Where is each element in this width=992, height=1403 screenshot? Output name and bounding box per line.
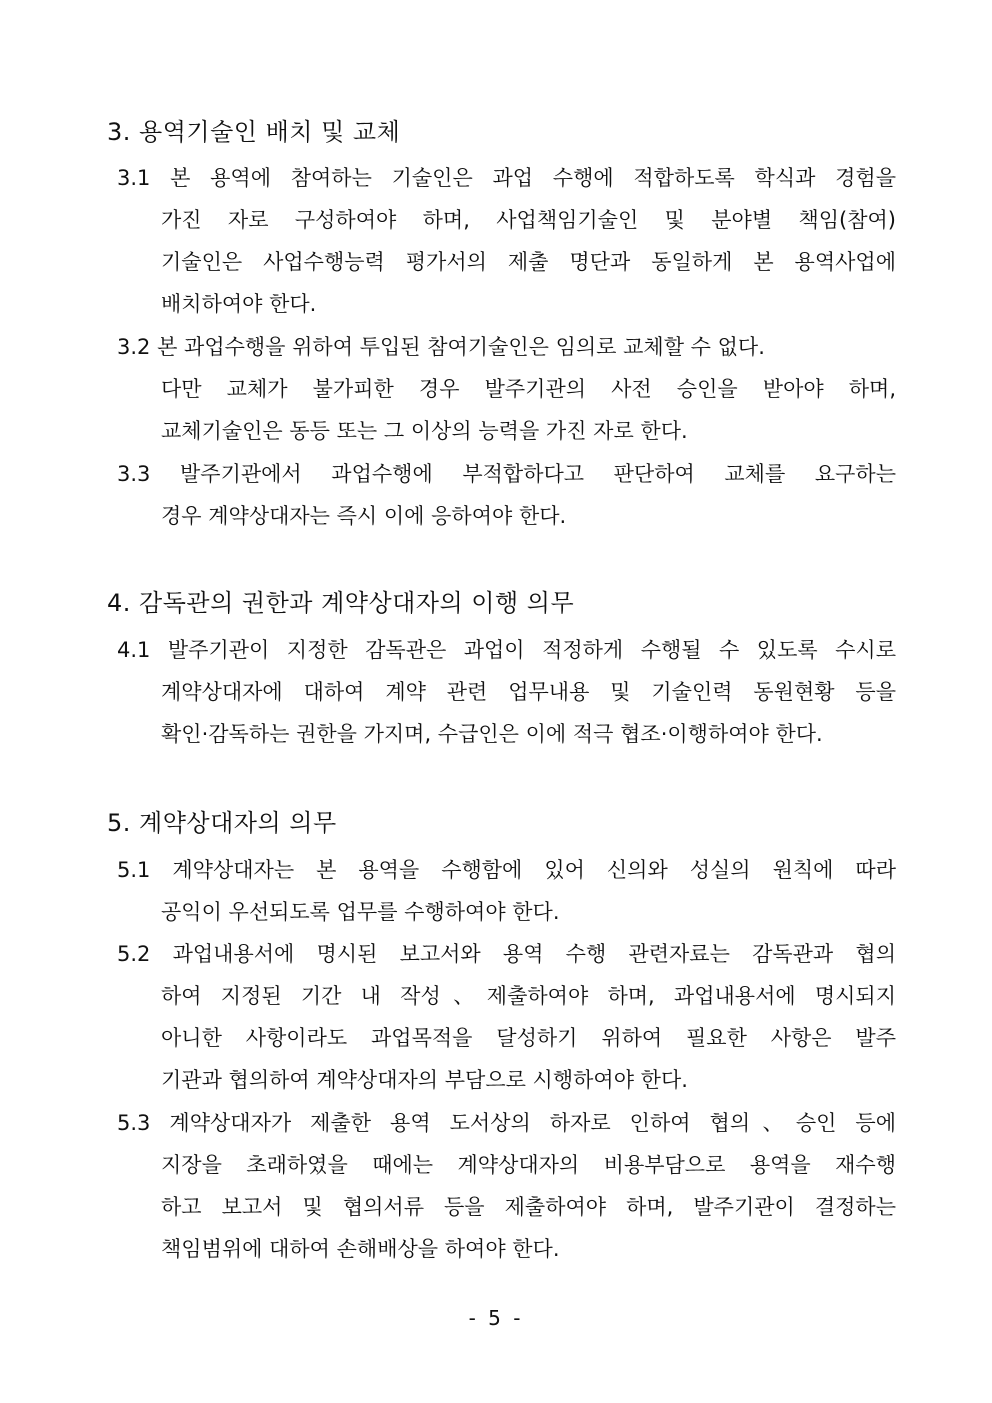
clause-line: 5.1 계약상대자는 본 용역을 수행함에 있어 신의와 성실의 원칙에 따라 — [117, 858, 896, 882]
clause-line: 가진 자로 구성하여야 하며, 사업책임기술인 및 분야별 책임(참여) — [161, 208, 896, 232]
clause-line: 하여 지정된 기간 내 작성、제출하여야 하며, 과업내용서에 명시되지 — [161, 984, 896, 1008]
clause-line: 경우 계약상대자는 즉시 이에 응하여야 한다. — [161, 504, 567, 528]
clause-line: 지장을 초래하였을 때에는 계약상대자의 비용부담으로 용역을 재수행 — [161, 1153, 896, 1177]
clause-line: 확인·감독하는 권한을 가지며, 수급인은 이에 적극 협조·이행하여야 한다. — [161, 722, 823, 746]
clause-line: 배치하여야 한다. — [161, 292, 317, 316]
clause-line: 3.3 발주기관에서 과업수행에 부적합하다고 판단하여 교체를 요구하는 — [117, 462, 896, 486]
clause-line: 기술인은 사업수행능력 평가서의 제출 명단과 동일하게 본 용역사업에 — [161, 250, 896, 274]
section-heading-5: 5. 계약상대자의 의무 — [107, 809, 337, 837]
clause-line: 기관과 협의하여 계약상대자의 부담으로 시행하여야 한다. — [161, 1068, 688, 1092]
clause-line: 하고 보고서 및 협의서류 등을 제출하여야 하며, 발주기관이 결정하는 — [161, 1195, 896, 1219]
page-number: - 5 - — [468, 1306, 524, 1330]
section-heading-3: 3. 용역기술인 배치 및 교체 — [107, 118, 401, 146]
clause-line: 아니한 사항이라도 과업목적을 달성하기 위하여 필요한 사항은 발주 — [161, 1026, 896, 1050]
clause-line: 공익이 우선되도록 업무를 수행하여야 한다. — [161, 900, 560, 924]
clause-line: 책임범위에 대하여 손해배상을 하여야 한다. — [161, 1237, 560, 1261]
clause-line: 5.3 계약상대자가 제출한 용역 도서상의 하자로 인하여 협의、승인 등에 — [117, 1111, 896, 1135]
clause-line: 교체기술인은 동등 또는 그 이상의 능력을 가진 자로 한다. — [161, 419, 688, 443]
clause-line: 3.2 본 과업수행을 위하여 투입된 참여기술인은 임의로 교체할 수 없다. — [117, 335, 765, 359]
clause-line: 3.1 본 용역에 참여하는 기술인은 과업 수행에 적합하도록 학식과 경험을 — [117, 166, 896, 190]
clause-line: 다만 교체가 불가피한 경우 발주기관의 사전 승인을 받아야 하며, — [161, 377, 896, 401]
clause-line: 5.2 과업내용서에 명시된 보고서와 용역 수행 관련자료는 감독관과 협의 — [117, 942, 896, 966]
clause-line: 4.1 발주기관이 지정한 감독관은 과업이 적정하게 수행될 수 있도록 수시로 — [117, 638, 896, 662]
clause-line: 계약상대자에 대하여 계약 관련 업무내용 및 기술인력 동원현황 등을 — [161, 680, 896, 704]
section-heading-4: 4. 감독관의 권한과 계약상대자의 이행 의무 — [107, 589, 575, 617]
